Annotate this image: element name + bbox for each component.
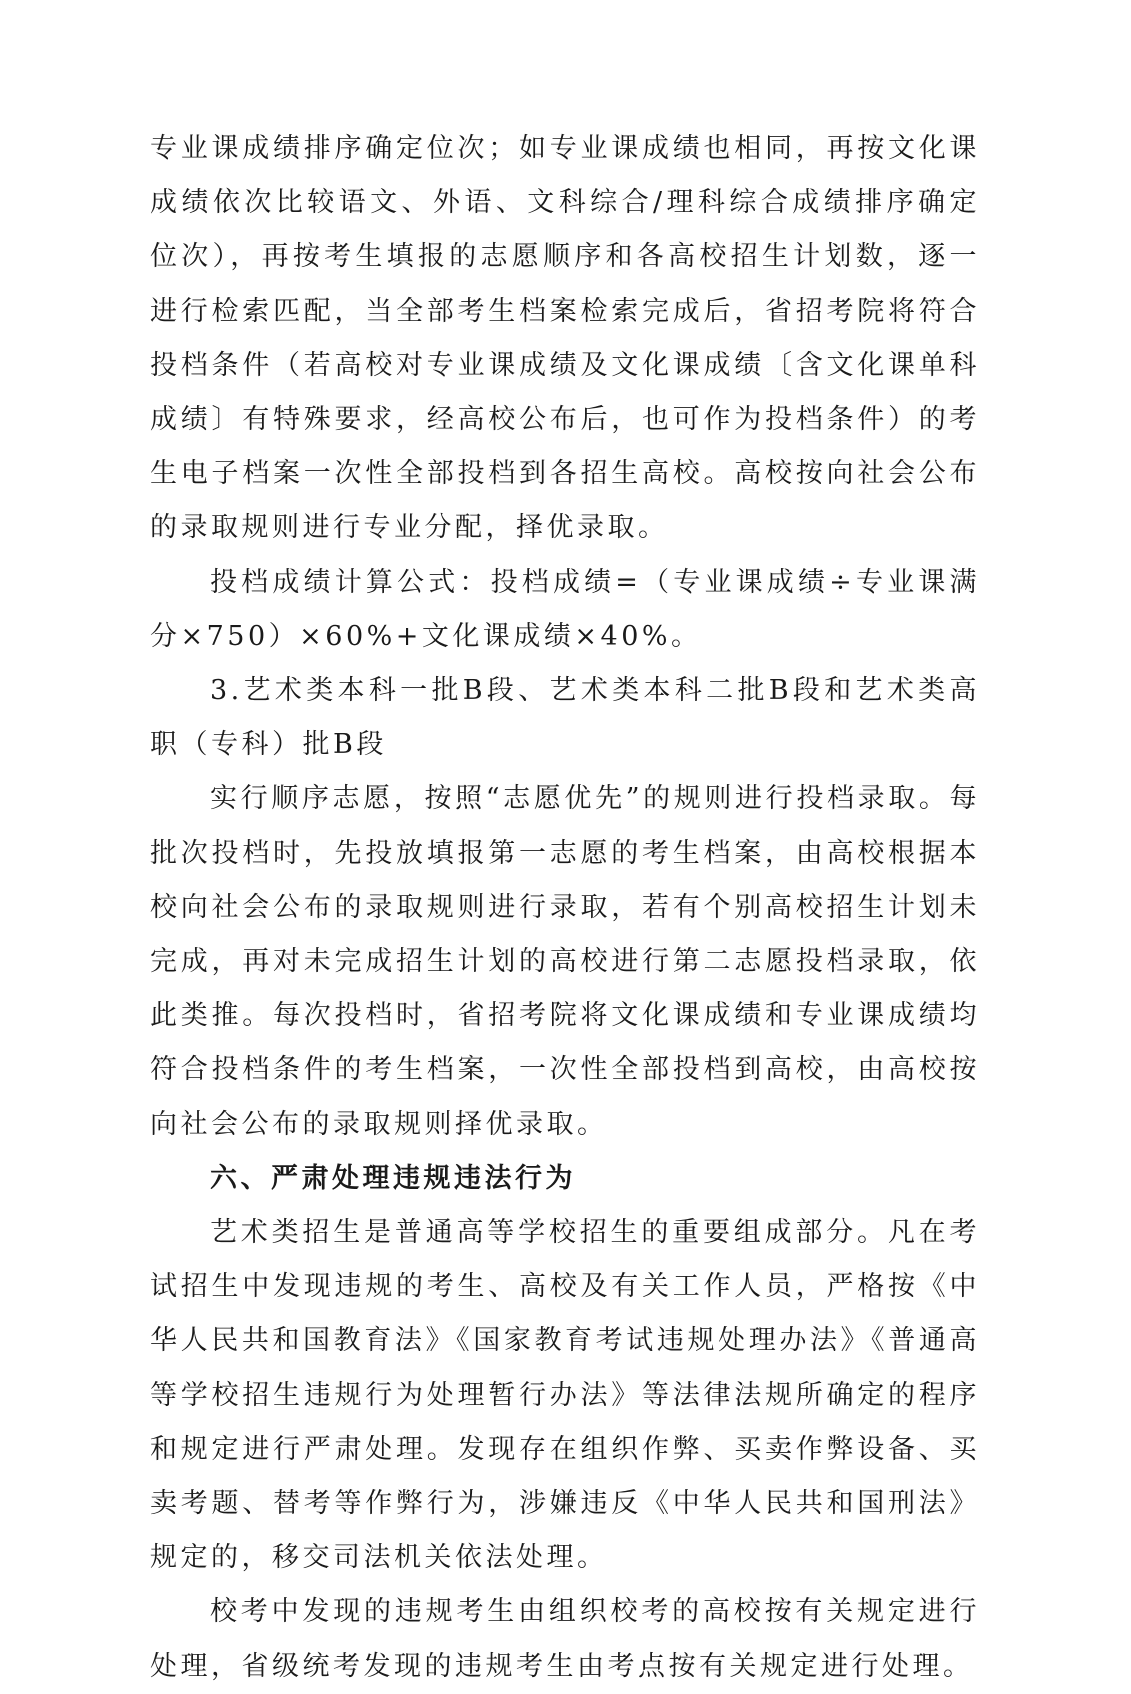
paragraph-score-formula: 投档成绩计算公式：投档成绩=（专业课成绩÷专业课满分×750）×60%+文化课成绩×40%。 — [150, 566, 980, 652]
paragraph-sequential-preference: 实行顺序志愿，按照“志愿优先”的规则进行投档录取。每批次投档时，先投放填报第一志愿的考生档案，由高校根据本校向社会公布的录取规则进行录取，若有个别高校招生计划未完成，再对未完成招生计划的高校进行第二志愿投档录取，依此类推。每次投档时，省招考院将文化课成绩和专业课成绩均符合投档条件的考生档案，一次性全部投档到高校，由高校按向社会公布的录取规则择优录取。 — [150, 783, 980, 1140]
paragraph-violation-handling: 校考中发现的违规考生由组织校考的高校按有关规定进行处理，省级统考发现的违规考生由考点按有关规定进行处理。 — [150, 1596, 980, 1682]
paragraph-violations: 艺术类招生是普通高等学校招生的重要组成部分。凡在考试招生中发现违规的考生、高校及有关工作人员，严格按《中华人民共和国教育法》《国家教育考试违规处理办法》《普通高等学校招生违规行为处理暂行办法》等法律法规所确定的程序和规定进行严肃处理。发现存在组织作弊、买卖作弊设备、买卖考题、替考等作弊行为，涉嫌违反《中华人民共和国刑法》规定的，移交司法机关依法处理。 — [150, 1217, 980, 1574]
section-heading-six: 六、严肃处理违规违法行为 — [210, 1162, 576, 1194]
document-page — [150, 122, 980, 1694]
paragraph-admission-ranking: 专业课成绩排序确定位次；如专业课成绩也相同，再按文化课成绩依次比较语文、外语、文科综合/理科综合成绩排序确定位次），再按考生填报的志愿顺序和各高校招生计划数，逐一进行检索匹配，当全部考生档案检索完成后，省招考院将符合投档条件（若高校对专业课成绩及文化课成绩〔含文化课单科成绩〕有特殊要求，经高校公布后，也可作为投档条件）的考生电子档案一次性全部投档到各招生高校。高校按向社会公布的录取规则进行专业分配，择优录取。 — [150, 133, 980, 544]
paragraph-section-3-title: 3.艺术类本科一批B段、艺术类本科二批B段和艺术类高职（专科）批B段 — [150, 675, 980, 761]
